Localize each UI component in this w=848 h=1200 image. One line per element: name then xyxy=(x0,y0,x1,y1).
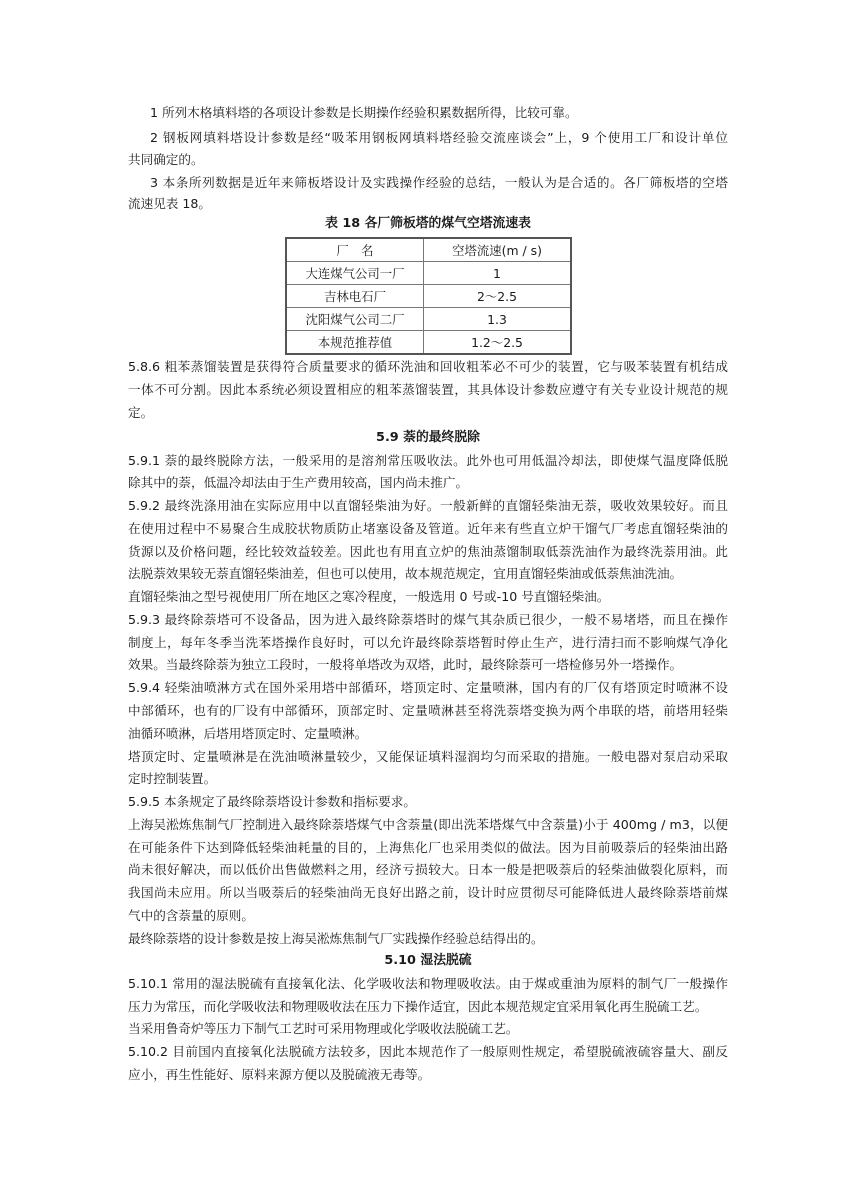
table-cell: 吉林电石厂 xyxy=(286,285,424,308)
paragraph-line: 5.9.1 萘的最终脱除方法，一般采用的是溶剂常压吸收法。此外也可用低温冷却法，即使煤气温度降低脱 xyxy=(128,453,728,468)
paragraph-line: 3 本条所列数据是近年来筛板塔设计及实践操作经验的总结，一般认为是合适的。各厂筛板塔的空塔 xyxy=(150,175,728,190)
paragraph-line: 除其中的萘，低温冷却法由于生产费用较高，国内尚未推广。 xyxy=(128,475,469,490)
paragraph-line: 直馏轻柴油之型号视使用厂所在地区之寒冷程度，一般选用 0 号或-10 号直馏轻柴油。 xyxy=(128,589,610,604)
paragraph-line: 流速见表 18。 xyxy=(128,196,211,211)
paragraph-line: 在使用过程中不易聚合生成胶状物质防止堵塞设备及管道。近年来有些直立炉干馏气厂考虑直馏轻柴油的 xyxy=(128,521,728,536)
paragraph-line: 油循环喷淋，后塔用塔顶定时、定量喷淋。 xyxy=(128,726,368,741)
table-title: 表 18 各厂筛板塔的煤气空塔流速表 xyxy=(325,216,531,231)
paragraph-line: 货源以及价格问题，经比较效益较差。因此也有用直立炉的焦油蒸馏制取低萘洗油作为最终洗萘用油。此 xyxy=(128,544,728,559)
section-heading: 5.10 湿法脱硫 xyxy=(384,953,472,968)
table-cell: 本规范推荐值 xyxy=(286,331,424,355)
paragraph-line: 共同确定的。 xyxy=(128,152,204,167)
paragraph-line: 定。 xyxy=(128,405,154,420)
paragraph-line: 5.10.1 常用的湿法脱硫有直接氧化法、化学吸收法和物理吸收法。由于煤或重油为原料的制气厂一般操作 xyxy=(128,976,728,991)
paragraph-line: 一体不可分割。因此本系统必须设置相应的粗苯蒸馏装置，其具体设计参数应遵守有关专业设计规范的规 xyxy=(128,382,728,397)
table-cell: 1.2～2.5 xyxy=(424,331,572,355)
table-cell: 1.3 xyxy=(424,308,572,331)
table-header-row xyxy=(286,238,571,262)
paragraph-line: 制度上，每年冬季当洗苯塔操作良好时，可以允许最终除萘塔暂时停止生产，进行清扫而不影响煤气净化 xyxy=(128,635,728,650)
airflow-table xyxy=(285,237,572,355)
paragraph-line: 压力为常压，而化学吸收法和物理吸收法在压力下操作适宜，因此本规范规定宜采用氧化再生脱硫工艺。 xyxy=(128,999,708,1014)
paragraph-line: 2 钢板网填料塔设计参数是经“吸苯用钢板网填料塔经验交流座谈会”上，9 个使用工厂和设计单位 xyxy=(150,130,728,145)
paragraph-line: 中部循环，也有的厂设有中部循环，顶部定时、定量喷淋甚至将洗萘塔变换为两个串联的塔，前塔用轻柴 xyxy=(128,703,728,718)
paragraph-line: 最终除萘塔的设计参数是按上海吴淞炼焦制气厂实践操作经验总结得出的。 xyxy=(128,931,544,946)
table-row xyxy=(286,285,571,308)
paragraph-line: 当采用鲁奇炉等压力下制气工艺时可采用物理或化学吸收法脱硫工艺。 xyxy=(128,1021,519,1036)
paragraph-line: 定时控制装置。 xyxy=(128,771,217,786)
table-cell: 沈阳煤气公司二厂 xyxy=(286,308,424,331)
paragraph-line: 5.9.3 最终除萘塔可不设备品，因为进入最终除萘塔时的煤气其杂质已很少，一般不易堵塔，而且在操作 xyxy=(128,612,728,627)
paragraph-line: 我国尚未应用。所以当吸萘后的轻柴油尚无良好出路之前，设计时应贯彻尽可能降低进人最终除萘塔前煤 xyxy=(128,885,728,900)
table-cell: 2～2.5 xyxy=(424,285,572,308)
table-row xyxy=(286,331,571,355)
paragraph-line: 尚未很好解决，而以低价出售做燃料之用，经济亏损较大。日本一般是把吸萘后的轻柴油做裂化原料，而 xyxy=(128,862,728,877)
paragraph-line: 效果。当最终除萘为独立工段时，一般将单塔改为双塔，此时，最终除萘可一塔检修另外一塔操作。 xyxy=(128,657,683,672)
table-cell: 大连煤气公司一厂 xyxy=(286,262,424,285)
paragraph-line: 1 所列木格填料塔的各项设计参数是长期操作经验积累数据所得，比较可靠。 xyxy=(150,105,578,120)
table-header-cell: 厂 名 xyxy=(286,238,424,262)
paragraph-line: 应小，再生性能好、原料来源方便以及脱硫液无毒等。 xyxy=(128,1067,431,1082)
table-row xyxy=(286,262,571,285)
paragraph-line: 5.9.2 最终洗涤用油在实际应用中以直馏轻柴油为好。一般新鲜的直馏轻柴油无萘，吸收效果较好。而且 xyxy=(128,498,728,513)
paragraph-line: 在可能条件下达到降低轻柴油耗量的目的，上海焦化厂也采用类似的做法。因为目前吸萘后的轻柴油出路 xyxy=(128,840,728,855)
paragraph-line: 上海吴淞炼焦制气厂控制进入最终除萘塔煤气中含萘量(即出洗苯塔煤气中含萘量)小于 400mg / m3，以便 xyxy=(128,817,728,832)
paragraph-line: 5.10.2 目前国内直接氧化法脱硫方法较多，因此本规范作了一般原则性规定，希望脱硫液硫容量大、副反 xyxy=(128,1044,728,1059)
paragraph-line: 气中的含萘量的原则。 xyxy=(128,908,254,923)
table-header-cell: 空塔流速(m / s) xyxy=(424,238,572,262)
table-cell: 1 xyxy=(424,262,572,285)
table-row xyxy=(286,308,571,331)
section-heading: 5.9 萘的最终脱除 xyxy=(376,430,480,445)
paragraph-line: 5.9.5 本条规定了最终除萘塔设计参数和指标要求。 xyxy=(128,794,416,809)
paragraph-line: 塔顶定时、定量喷淋是在洗油喷淋量较少，又能保证填料湿润均匀而采取的措施。一般电器对泵启动采取 xyxy=(128,749,728,764)
paragraph-line: 法脱萘效果较无萘直馏轻柴油差，但也可以使用，故本规范规定，宜用直馏轻柴油或低萘焦油洗油。 xyxy=(128,566,683,581)
paragraph-line: 5.9.4 轻柴油喷淋方式在国外采用塔中部循环，塔顶定时、定量喷淋，国内有的厂仅有塔顶定时喷淋不设 xyxy=(128,680,728,695)
paragraph-line: 5.8.6 粗苯蒸馏装置是获得符合质量要求的循环洗油和回收粗苯必不可少的装置，它与吸苯装置有机结成 xyxy=(128,359,728,374)
